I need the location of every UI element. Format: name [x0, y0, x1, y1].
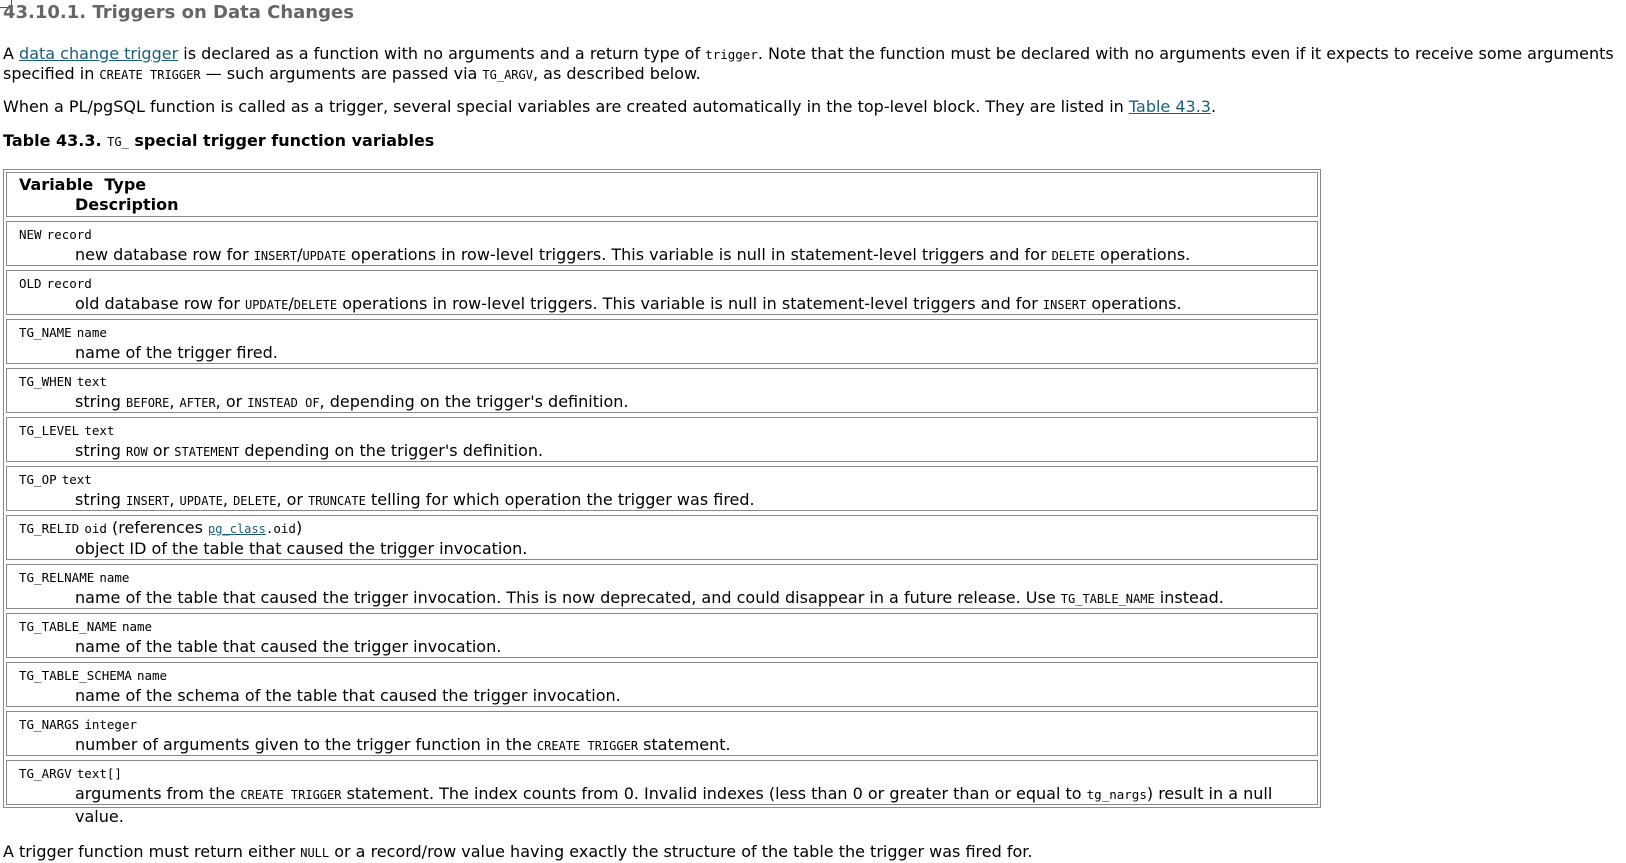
code-create-trigger: CREATE TRIGGER	[99, 68, 201, 82]
variable-type: oid	[84, 521, 107, 536]
variable-name: TG_WHEN	[19, 374, 72, 389]
variable-description: new database row for INSERT/UPDATE operations in row-level triggers. This variable is null in statement-level triggers and for DELETE operations.	[75, 245, 1191, 264]
table-row	[6, 613, 1318, 658]
variable-description: old database row for UPDATE/DELETE operations in row-level triggers. This variable is null in statement-level triggers and for INSERT operations.	[75, 294, 1182, 313]
pg-class-link[interactable]: pg_class	[208, 522, 266, 536]
variable-type: name	[121, 619, 153, 634]
variable-name: TG_RELID	[19, 521, 80, 536]
table-row: TG_RELID oid (references pg_class.oid) object ID of the table that caused the trigger invocation.	[6, 515, 1318, 560]
section-title: 43.10.1. Triggers on Data Changes	[3, 2, 354, 23]
variable-type: text	[76, 374, 107, 389]
variable-name: OLD	[19, 276, 42, 291]
variable-type: integer	[84, 717, 137, 732]
variable-type: text[]	[76, 766, 122, 781]
table-43-3-link[interactable]: Table 43.3	[1128, 97, 1211, 116]
table-row	[6, 319, 1318, 364]
intro-paragraph-2: When a PL/pgSQL function is called as a trigger, several special variables are created automatically in the top-level block. They are listed in Table 43.3.	[3, 97, 1217, 116]
table-caption: Table 43.3. TG_ special trigger function variables	[3, 131, 435, 150]
table-row	[6, 368, 1318, 413]
variable-description: string BEFORE, AFTER, or INSTEAD OF, depending on the trigger's definition.	[75, 392, 629, 411]
table-row	[6, 662, 1318, 707]
variable-description: string ROW or STATEMENT depending on the trigger's definition.	[75, 441, 544, 460]
code-null: NULL	[300, 846, 330, 860]
variable-description: object ID of the table that caused the trigger invocation.	[75, 539, 528, 558]
variable-name: TG_ARGV	[19, 766, 72, 781]
table-row	[6, 221, 1318, 266]
variable-type: name	[136, 668, 168, 683]
variable-name: TG_RELNAME	[19, 570, 95, 585]
variable-type: name	[76, 325, 107, 340]
variable-name: TG_NARGS	[19, 717, 80, 732]
variable-name: TG_NAME	[19, 325, 72, 340]
variable-type: text	[84, 423, 115, 438]
outro-paragraph: A trigger function must return either NULL or a record/row value having exactly the structure of the table the trigger was fired for.	[3, 842, 1033, 861]
variable-name: TG_LEVEL	[19, 423, 80, 438]
table-row	[6, 466, 1318, 511]
header-description: Description	[75, 195, 179, 214]
trigger-variables-table	[3, 169, 1321, 826]
variable-name: TG_TABLE_SCHEMA	[19, 668, 132, 683]
table-header	[6, 172, 1318, 217]
variable-description: string INSERT, UPDATE, DELETE, or TRUNCATE telling for which operation the trigger was fired.	[75, 490, 755, 509]
code-tg-argv: TG_ARGV	[482, 68, 533, 82]
code-trigger: trigger	[705, 47, 758, 62]
table-row	[6, 564, 1318, 609]
table-row	[6, 760, 1318, 826]
variable-name: NEW	[19, 227, 42, 242]
variable-description: number of arguments given to the trigger function in the CREATE TRIGGER statement.	[75, 735, 731, 754]
data-change-trigger-link[interactable]: data change trigger	[19, 44, 179, 63]
variable-description: arguments from the CREATE TRIGGER statement. The index counts from 0. Invalid indexes (less than 0 or greater than or equal to tg_nargs) result in a null value.	[75, 784, 1273, 826]
intro-paragraph-1: A data change trigger is declared as a function with no arguments and a return type of trigger. Note that the function must be declared with no arguments even if it expects to receive some arguments specified in CREATE TRIGGER — such arguments are passed via TG_ARGV, as described below.	[3, 44, 1614, 83]
variable-type: name	[99, 570, 130, 585]
variable-name: TG_OP	[19, 472, 57, 487]
variable-description: name of the table that caused the trigger invocation.	[75, 637, 502, 656]
header-type: Type	[104, 175, 147, 194]
variable-description: name of the schema of the table that caused the trigger invocation.	[75, 686, 621, 705]
variable-name: TG_TABLE_NAME	[19, 619, 117, 634]
variable-type: record	[46, 276, 92, 291]
table-row	[6, 711, 1318, 756]
variable-type: record	[46, 227, 92, 242]
table-row	[6, 417, 1318, 462]
variable-description: name of the trigger fired.	[75, 343, 278, 362]
header-variable: Variable	[19, 175, 94, 194]
table-row	[6, 270, 1318, 315]
variable-type: text	[61, 472, 92, 487]
variable-description: name of the table that caused the trigger invocation. This is now deprecated, and could disappear in a future release. Use TG_TABLE_NAME instead.	[75, 588, 1224, 607]
